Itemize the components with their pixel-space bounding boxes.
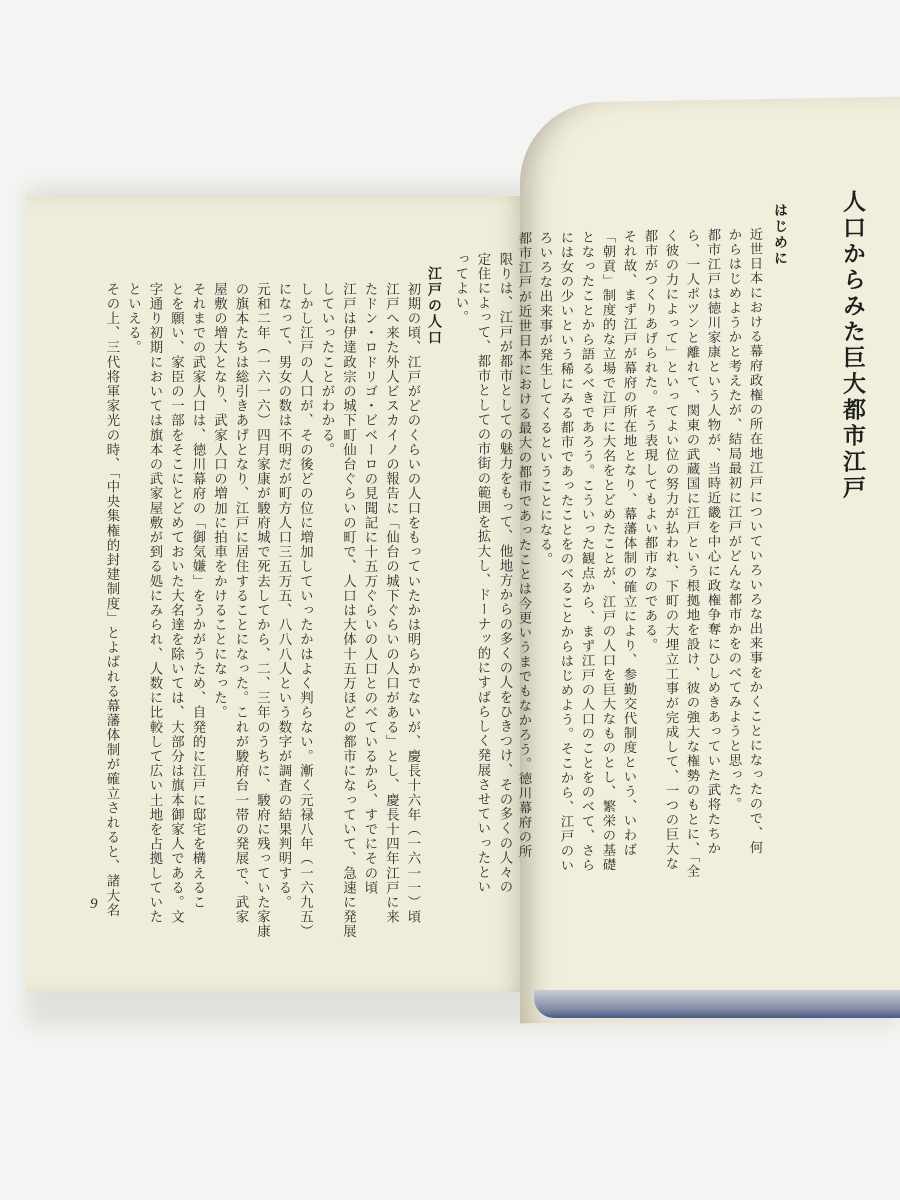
text-line: ってよい。 [453, 252, 468, 325]
text-line: たドン・ロドリゴ・ビベーロの見聞記に十五万ぐらいの人口とのべているから、すでにその頃 [362, 282, 377, 896]
text-line: といえる。 [125, 282, 141, 355]
right-page [516, 97, 900, 1024]
text-line: 都市江戸は徳川家康という人物が、当時近畿を中心に政権争奪にひしめきあっていた武将たちか [705, 227, 720, 856]
text-line: からはじめようかと考えたが、結局最初に江戸がどんな都市かをのべてみようと思った。 [726, 227, 741, 812]
text-line: 限りは、江戸が都市としての魅力をもって、他地方からの多くの人をひきつけ、その多くの人々の [497, 252, 512, 895]
text-line: ら、一人ポツンと離れて、関東の武蔵国に江戸という根拠地を設け、彼の強大な権勢のもとに、「全 [684, 228, 699, 879]
text-line: 江戸へ来た外人ビスカイノの報告に「仙台の城下ぐらいの人口がある」とし、慶長十四年江戸に来 [383, 282, 399, 925]
text-line: 屋敷の増大となり、武家人口の増加に拍車をかけることになった。 [211, 282, 227, 720]
text-line: 初期の頃、江戸がどのくらいの人口をもっていたかは明らかでないが、慶長十六年（一六一一）頃 [405, 282, 420, 925]
text-line: しかし江戸の人口が、その後どの位に増加していったかはよく判らない。漸く元禄八年（一六九五） [297, 282, 313, 939]
text-line: 近世日本における幕府政権の所在地江戸についていろいろな出来事をかくことになったので、何 [747, 227, 762, 856]
text-line: の旗本たちは総引きあげとなり、江戸に居住することになった。これが駿府台一帯の発展で、武家 [233, 282, 248, 925]
text-line: 都市がつくりあげられた。そう表現してもよい都市なのである。 [642, 228, 657, 653]
text-line: その上、三代将軍家光の時、「中央集権的封建制度」とよばれる幕藩体制が確立されると、諸大名 [104, 282, 119, 918]
text-line: とを願い、家臣の一部をそこにとどめておいた大名達を除いては、大部分は旗本御家人である。文 [168, 282, 184, 925]
left-page [26, 196, 526, 992]
text-line: それ故、まず江戸が幕府の所在地となり、幕藩体制の確立により、参勤交代制度という、いわば [621, 229, 636, 858]
text-line: 「朝貢」制度的な立場で江戸に大名をとどめたことが、江戸の人口を巨大なものとし、繁栄の基礎 [600, 229, 615, 873]
book-cover-edge [534, 990, 900, 1018]
section-heading-edo-population: 江戸の人口 [426, 266, 442, 346]
text-line: になって、男女の数は不明だが町方人口三五万五、八八八人という数字が調査の結果判明する。 [276, 282, 291, 910]
text-line: それまでの武家人口は、徳川幕府の「御気嫌」をうかがうため、自発的に江戸に邸宅を構えるこ [190, 282, 205, 910]
text-line: く彼の力によって」といってよい位の努力が払われ、下町の大埋立工事が完成して、一つの巨大な [663, 228, 678, 872]
text-line: 字通り初期においては旗本の武家屋敷が到る処にみられ、人数に比較して広い土地を占拠していた [147, 282, 162, 925]
text-line: には女の少いという稀にみる都市であったことをのべることからはじめよう。そこから、江戸のい [558, 230, 573, 874]
text-line: ろいろな出来事が発生してくるということになる。 [537, 230, 552, 567]
text-line: 定住によって、都市としての市街の範囲を拡大し、ドーナッ的にすばらしく発展させていったとい [475, 252, 490, 895]
page-number: 9 [90, 896, 98, 912]
section-heading-introduction: はじめに [772, 202, 788, 267]
text-line: となったことから語るべきであろう。こういった観点から、まず江戸の人口のことをのべて、さら [579, 230, 594, 873]
chapter-title: 人口からみた巨大都市江戸 [839, 189, 866, 502]
text-line: 都市江戸が近世日本における最大の都市であったことは今更いうまでもなかろう。徳川幕府の所 [516, 231, 531, 860]
text-line: していったことがわかる。 [319, 282, 334, 458]
text-line: 元和二年（一六一六）四月家康が駿府城で死去してから、二、三年のうちに、駿府に残っていた家康 [254, 282, 270, 939]
text-line: 江戸は伊達政宗の城下町仙台ぐらいの町で、人口は大体十五万ほどの都市になっていて、急速に発展 [340, 282, 356, 939]
